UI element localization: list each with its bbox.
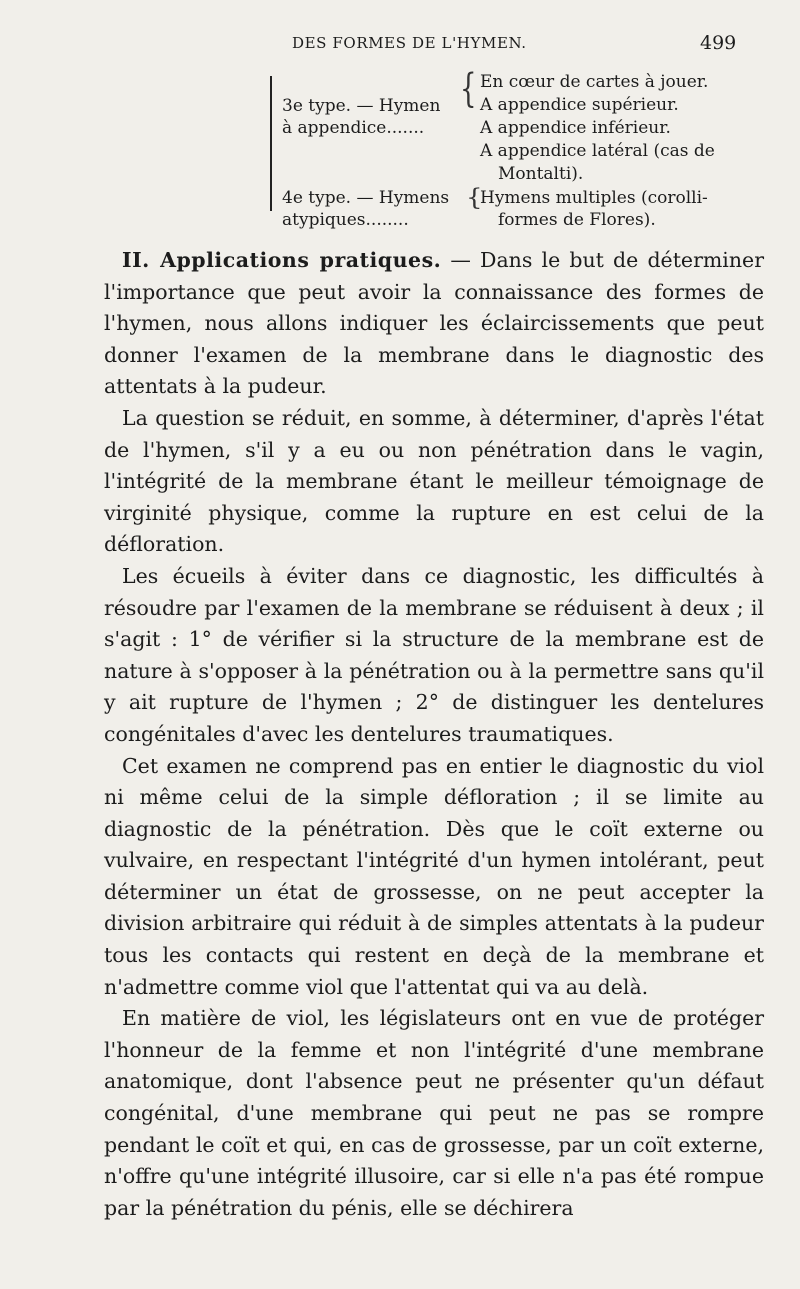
type3-item: A appendice supérieur. xyxy=(480,95,679,115)
type4-item: formes de Flores). xyxy=(498,210,656,230)
type4-label-line2: atypiques........ xyxy=(282,210,409,230)
type4-item: Hymens multiples (corolli- xyxy=(480,188,708,208)
paragraph: Les écueils à éviter dans ce diagnostic, les difficultés à résoudre par l'examen de la membrane se réduisent à deux ; il s'agit : 1° de vérifier si la structure de la membrane est de nature à s'opposer à la pénétration ou à la permettre sans qu'il y ait rupture de l'hymen ; 2° de distinguer les dentelures congénitales d'avec les dentelures traumatiques. xyxy=(104,563,764,746)
type3-item: A appendice latéral (cas de xyxy=(480,141,715,161)
type3-label-line1: 3e type. — Hymen xyxy=(282,96,441,116)
type3-label-line2: à appendice....... xyxy=(282,118,425,138)
type4-label-line1: 4e type. — Hymens xyxy=(282,188,450,208)
hymen-type-classification xyxy=(262,68,782,228)
type3-brace: { xyxy=(460,67,477,112)
left-bracket xyxy=(270,76,272,211)
paragraph: La question se réduit, en somme, à déterminer, d'après l'état de l'hymen, s'il y a eu ou non pénétration dans le vagin, l'intégrité de la membrane étant le meilleur témoignage de virginité physique, comme la rupture en est celui de la défloration. xyxy=(104,405,764,557)
section-heading: II. Applications pratiques. xyxy=(122,248,442,272)
section-paragraph xyxy=(104,245,764,403)
main-text xyxy=(104,245,764,1224)
section-intro: — Dans le but de déterminer l'importance que peut avoir la connaissance des formes de l'hymen, nous allons indiquer les éclaircissements que peut donner l'examen de la membrane dans le diagnostic des attentats à la pudeur. xyxy=(104,248,764,399)
type4-brace: { xyxy=(466,184,483,212)
running-title: DES FORMES DE L'HYMEN. xyxy=(292,34,527,52)
type3-item: Montalti). xyxy=(498,164,584,184)
paragraph: Cet examen ne comprend pas en entier le diagnostic du viol ni même celui de la simple défloration ; il se limite au diagnostic de la pénétration. Dès que le coït externe ou vulvaire, en respectant l'intégrité d'un hymen intolérant, peut déterminer un état de grossesse, on ne peut accepter la division arbitraire qui réduit à de simples attentats à la pudeur tous les contacts qui restent en deçà de la membrane et n'admettre comme viol que l'attentat qui va au delà. xyxy=(104,753,764,999)
type3-item: A appendice inférieur. xyxy=(480,118,671,138)
page-header xyxy=(0,34,800,58)
page-number: 499 xyxy=(700,32,737,54)
paragraph: En matière de viol, les législateurs ont en vue de protéger l'honneur de la femme et non l'intégrité d'une membrane anatomique, dont l'absence peut ne présenter qu'un défaut congénital, d'une membrane qui peut ne pas se rompre pendant le coït et qui, en cas de grossesse, par un coït externe, n'offre qu'une intégrité illusoire, car si elle n'a pas été rompue par la pénétration du pénis, elle se déchirera xyxy=(104,1006,764,1220)
type3-item: En cœur de cartes à jouer. xyxy=(480,72,709,92)
